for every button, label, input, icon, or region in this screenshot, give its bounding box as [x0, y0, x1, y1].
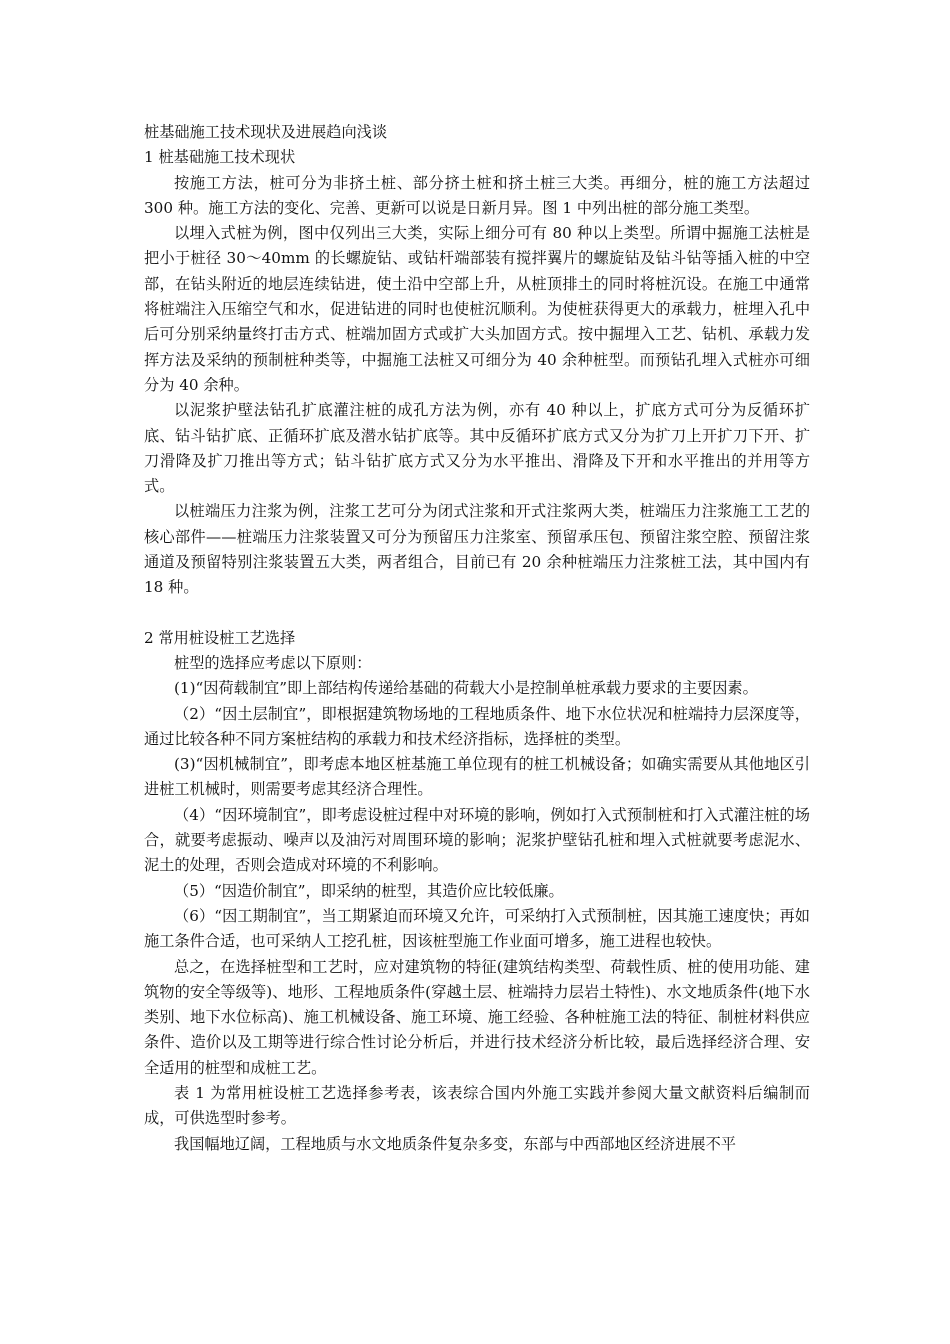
principle-item: （6）“因工期制宜”，当工期紧迫而环境又允许，可采纳打入式预制桩，因其施工速度快；再如施工条件合适，也可采纳人工挖孔桩，因该桩型施工作业面可增多，施工进程也较快。: [144, 906, 810, 951]
principle-item: （5）“因造价制宜”，即采纳的桩型，其造价应比较低廉。: [174, 881, 564, 900]
paragraph: 总之，在选择桩型和工艺时，应对建筑物的特征(建筑结构类型、荷载性质、桩的使用功能、建筑物的安全等级等)、地形、工程地质条件(穿越土层、桩端持力层岩土特性)、水文地质条件(地下水类别、地下水位标高)、施工机械设备、施工环境、施工经验、各种桩施工法的特征、制桩材料供应条件、造价以及工期等进行综合性讨论分析后，并进行技术经济分析比较，最后选择经济合理、安全适用的桩型和成桩工艺。: [144, 957, 810, 1077]
paragraph: 以桩端压力注浆为例，注浆工艺可分为闭式注浆和开式注浆两大类，桩端压力注浆施工工艺的核心部件——桩端压力注浆装置又可分为预留压力注浆室、预留承压包、预留注浆空腔、预留注浆通道及预留特别注浆装置五大类，两者组合，目前已有 20 余种桩端压力注浆桩工法，其中国内有 18 种。: [144, 502, 810, 597]
principle-item: (3)“因机械制宜”，即考虑本地区桩基施工单位现有的桩工机械设备；如确实需要从其他地区引进桩工机械时，则需要考虑其经济合理性。: [144, 755, 810, 799]
paragraph: 桩型的选择应考虑以下原则：: [174, 653, 372, 672]
principle-item: （2）“因土层制宜”，即根据建筑物场地的工程地质条件、地下水位状况和桩端持力层深度等，通过比较各种不同方案桩结构的承载力和技术经济指标，选择桩的类型。: [144, 704, 810, 748]
section-spacer: [144, 601, 810, 626]
paragraph: 按施工方法，桩可分为非挤土桩、部分挤土桩和挤土桩三大类。再细分，桩的施工方法超过 300 种。施工方法的变化、完善、更新可以说是日新月异。图 1 中列出桩的部分施工类型。: [144, 173, 810, 217]
paragraph: 以埋入式桩为例，图中仅列出三大类，实际上细分可有 80 种以上类型。所谓中掘施工法桩是把小于桩径 30～40mm 的长螺旋钻、或钻杆端部装有搅拌翼片的螺旋钻及钻斗钻等插入桩的中空部，在钻头附近的地层连续钻进，使土沿中空部上升，从桩顶排土的同时将桩沉设。在施工中通常将桩端注入压缩空气和水，促进钻进的同时也使桩沉顺利。为使桩获得更大的承载力，桩埋入孔中后可分别采纳量终打击方式、桩端加固方式或扩大头加固方式。按中掘埋入工艺、钻机、承载力发挥方法及采纳的预制桩种类等，中掘施工法桩又可细分为 40 余种桩型。而预钻孔埋入式桩亦可细分为 40 余种。: [144, 224, 810, 394]
document-page: [144, 120, 810, 1157]
principle-item: (1)“因荷载制宜”即上部结构传递给基础的荷载大小是控制单桩承载力要求的主要因素。: [174, 679, 758, 698]
paragraph: 表 1 为常用桩设桩工艺选择参考表，该表综合国内外施工实践并参阅大量文献资料后编制而成，可供选型时参考。: [144, 1083, 810, 1128]
document-title: 桩基础施工技术现状及进展趋向浅谈: [144, 123, 387, 141]
paragraph: 以泥浆护壁法钻孔扩底灌注桩的成孔方法为例，亦有 40 种以上，扩底方式可分为反循环扩底、钻斗钻扩底、正循环扩底及潜水钻扩底等。其中反循环扩底方式又分为扩刀上开扩刀下开、扩刀滑降及扩刀推出等方式；钻斗钻扩底方式又分为水平推出、滑降及下开和水平推出的并用等方式。: [144, 401, 810, 496]
principle-item: （4）“因环境制宜”，即考虑设桩过程中对环境的影响，例如打入式预制桩和打入式灌注桩的场合，就要考虑振动、噪声以及油污对周围环境的影响；泥浆护壁钻孔桩和埋入式桩就要考虑泥水、泥土的处理，否则会造成对环境的不利影响。: [144, 805, 810, 875]
section-1-heading: 1 桩基础施工技术现状: [144, 148, 296, 167]
section-2-heading: 2 常用桩设桩工艺选择: [144, 628, 296, 647]
paragraph: 我国幅地辽阔，工程地质与水文地质条件复杂多变，东部与中西部地区经济进展不平: [174, 1134, 736, 1153]
